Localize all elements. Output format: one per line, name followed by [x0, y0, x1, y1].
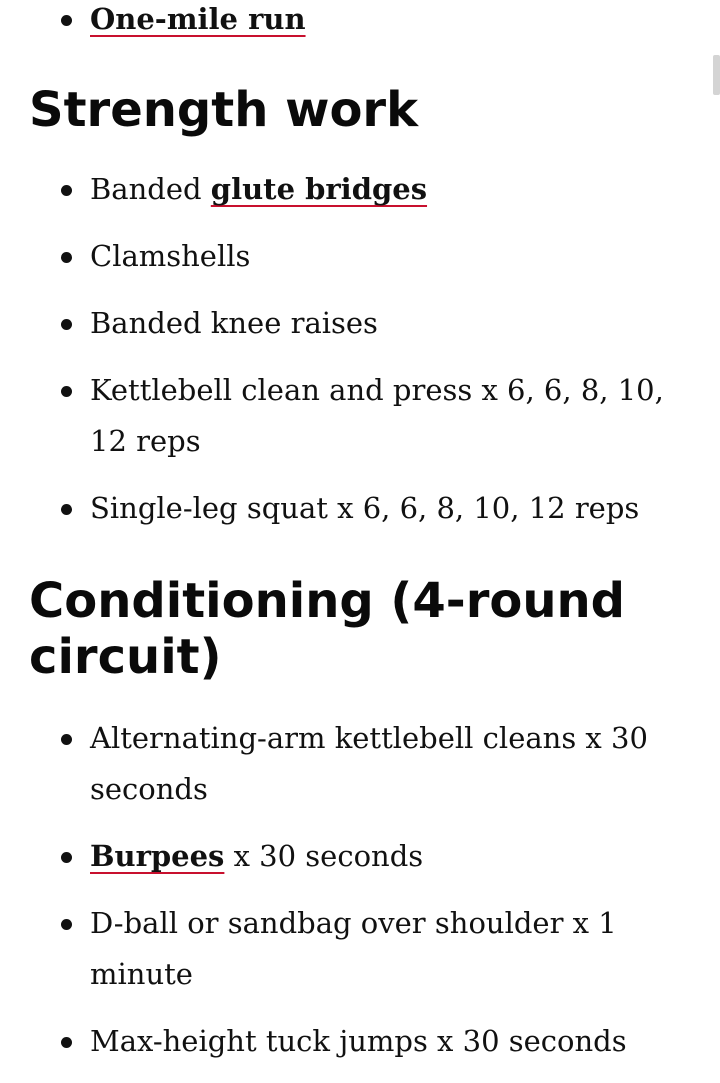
conditioning-list	[0, 713, 700, 1083]
list-item	[0, 713, 700, 815]
list-item-text: Alternating-arm kettlebell cleans x 30 seconds	[90, 721, 648, 806]
glute-bridges-link[interactable]: glute bridges	[210, 172, 428, 206]
list-item	[0, 231, 700, 282]
list-item-text: Clamshells	[90, 239, 251, 273]
warmup-list	[0, 0, 700, 45]
conditioning-heading: Conditioning (4-round circuit)	[29, 573, 626, 685]
list-item-text: Banded	[90, 172, 211, 206]
list-item	[0, 898, 700, 1000]
list-item-text: D-ball or sandbag over shoulder x 1 minute	[90, 906, 617, 991]
list-item-text: Max-height tuck jumps x 30 seconds	[90, 1024, 627, 1058]
strength-work-heading: Strength work	[29, 82, 419, 138]
burpees-link[interactable]: Burpees	[90, 839, 225, 873]
list-item-text: Single-leg squat x 6, 6, 8, 10, 12 reps	[90, 491, 640, 525]
list-item-text: x 30 seconds	[224, 839, 424, 873]
list-item-text: Banded knee raises	[90, 306, 378, 340]
one-mile-run-link[interactable]: One-mile run	[90, 2, 306, 36]
list-item-text: Kettlebell clean and press x 6, 6, 8, 10, 12 reps	[90, 373, 664, 458]
list-item	[0, 483, 700, 534]
scrollbar-thumb[interactable]	[713, 55, 720, 95]
list-item	[0, 1016, 700, 1067]
list-item	[0, 298, 700, 349]
strength-list	[0, 164, 700, 550]
list-item	[0, 0, 700, 45]
list-item	[0, 164, 700, 215]
list-item	[0, 831, 700, 882]
list-item	[0, 365, 700, 467]
